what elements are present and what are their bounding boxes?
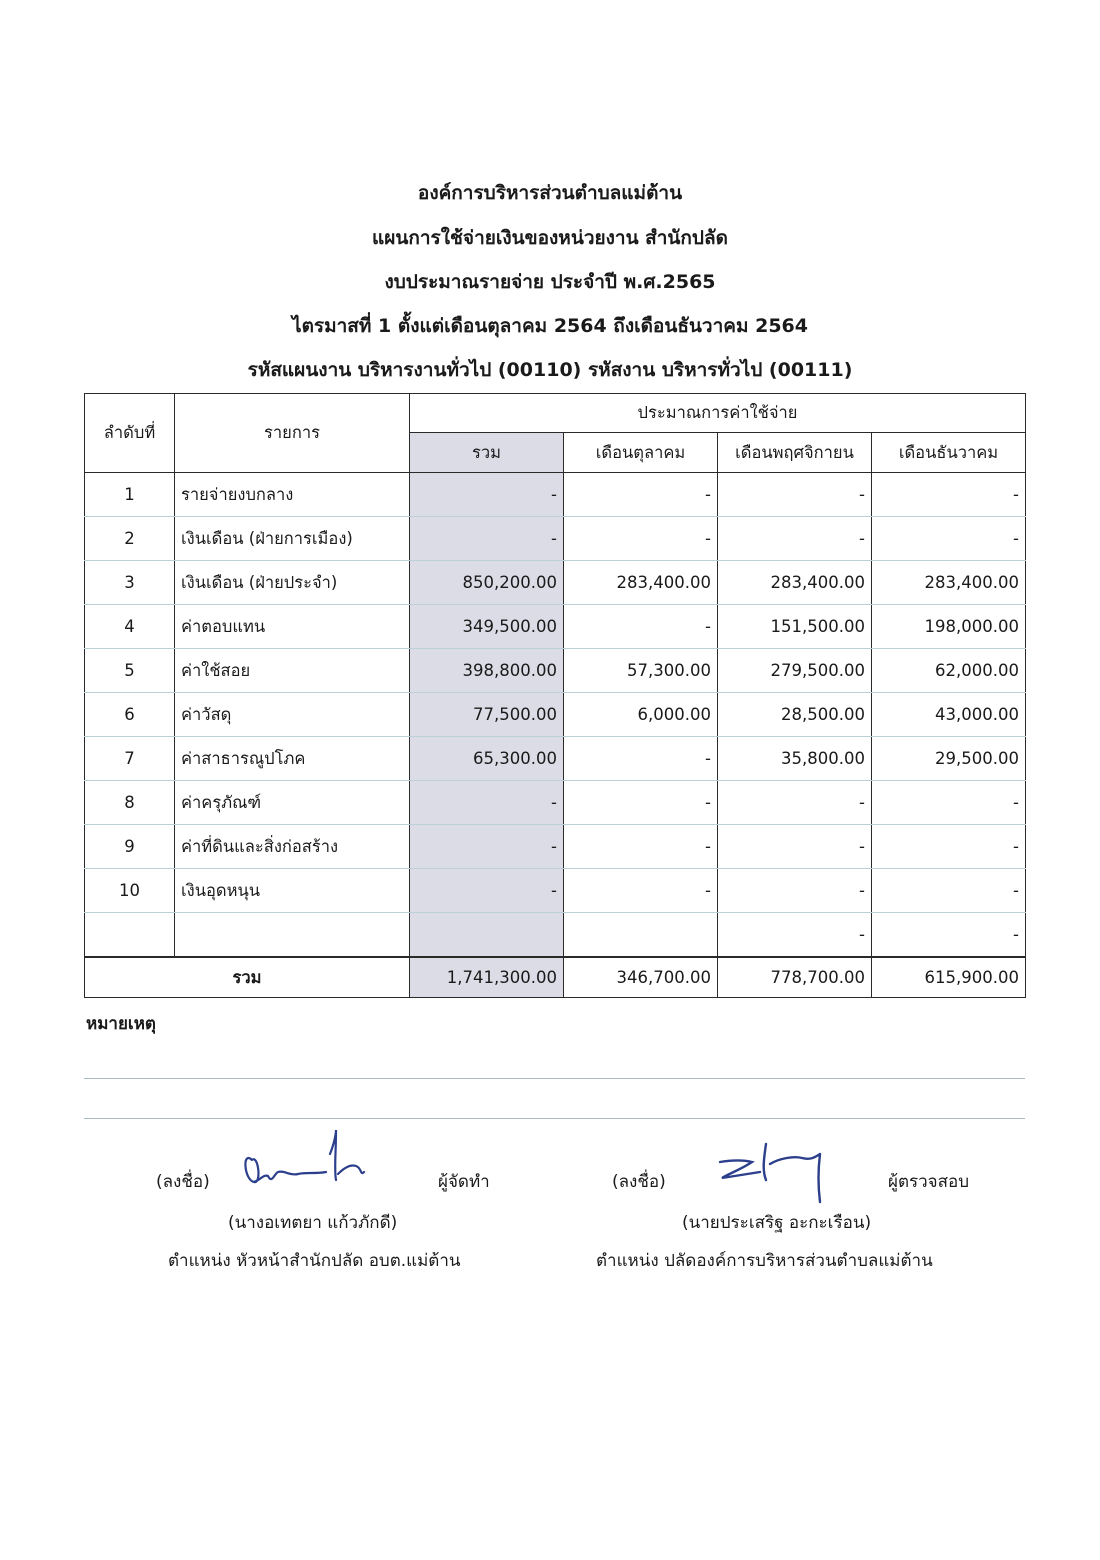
cell-total: 850,200.00 bbox=[410, 561, 564, 605]
cell-oct: - bbox=[564, 737, 718, 781]
table-row bbox=[85, 473, 1026, 517]
cell-oct: - bbox=[564, 781, 718, 825]
cell-nov: - bbox=[718, 517, 872, 561]
table-row bbox=[85, 693, 1026, 737]
cell-oct: 57,300.00 bbox=[564, 649, 718, 693]
table-row bbox=[85, 825, 1026, 869]
cell-no: 7 bbox=[85, 737, 175, 781]
cell-nov: 35,800.00 bbox=[718, 737, 872, 781]
total-label: รวม bbox=[85, 957, 410, 998]
reviewer-sign-label: (ลงชื่อ) bbox=[612, 1172, 666, 1192]
cell-oct: 283,400.00 bbox=[564, 561, 718, 605]
cell-no: 4 bbox=[85, 605, 175, 649]
cell-no: 3 bbox=[85, 561, 175, 605]
cell-dec: - bbox=[872, 913, 1026, 958]
col-header-group: ประมาณการค่าใช้จ่าย bbox=[410, 394, 1026, 433]
org-title: องค์การบริหารส่วนตำบลแม่ต้าน bbox=[417, 182, 683, 204]
col-header-oct: เดือนตุลาคม bbox=[564, 433, 718, 473]
preparer-signature-stroke bbox=[245, 1130, 364, 1182]
cell-item: เงินอุดหนุน bbox=[175, 869, 410, 913]
budget-table bbox=[84, 393, 1026, 998]
cell-oct: - bbox=[564, 869, 718, 913]
cell-item: ค่าสาธารณูปโภค bbox=[175, 737, 410, 781]
cell-dec: 283,400.00 bbox=[872, 561, 1026, 605]
cell-nov: - bbox=[718, 781, 872, 825]
cell-oct: - bbox=[564, 605, 718, 649]
cell-total: - bbox=[410, 869, 564, 913]
cell-nov: - bbox=[718, 869, 872, 913]
cell-dec: - bbox=[872, 473, 1026, 517]
cell-no: 8 bbox=[85, 781, 175, 825]
cell-item: ค่าครุภัณฑ์ bbox=[175, 781, 410, 825]
plan-title: แผนการใช้จ่ายเงินของหน่วยงาน สำนักปลัด bbox=[372, 227, 728, 249]
cell-no: 2 bbox=[85, 517, 175, 561]
cell-total: - bbox=[410, 825, 564, 869]
cell-nov: - bbox=[718, 473, 872, 517]
table-row bbox=[85, 605, 1026, 649]
table-row bbox=[85, 781, 1026, 825]
preparer-position: ตำแหน่ง หัวหน้าสำนักปลัด อบต.แม่ต้าน bbox=[168, 1251, 461, 1271]
reviewer-name: (นายประเสริฐ อะกะเรือน) bbox=[682, 1213, 872, 1233]
col-header-no: ลำดับที่ bbox=[85, 394, 175, 473]
table-row bbox=[85, 869, 1026, 913]
cell-no: 1 bbox=[85, 473, 175, 517]
cell-nov: - bbox=[718, 825, 872, 869]
table-row bbox=[85, 517, 1026, 561]
cell-oct: - bbox=[564, 825, 718, 869]
col-header-nov: เดือนพฤศจิกายน bbox=[718, 433, 872, 473]
quarter-title: ไตรมาสที่ 1 ตั้งแต่เดือนตุลาคม 2564 ถึงเดือนธันวาคม 2564 bbox=[292, 315, 808, 337]
preparer-role: ผู้จัดทำ bbox=[438, 1172, 490, 1192]
reviewer-signature-stroke bbox=[720, 1144, 820, 1202]
cell-nov: 28,500.00 bbox=[718, 693, 872, 737]
cell-item: เงินเดือน (ฝ่ายประจำ) bbox=[175, 561, 410, 605]
cell-nov: 279,500.00 bbox=[718, 649, 872, 693]
cell-oct: 6,000.00 bbox=[564, 693, 718, 737]
cell-total: - bbox=[410, 781, 564, 825]
cell-oct: - bbox=[564, 517, 718, 561]
cell-total bbox=[410, 913, 564, 958]
table-row bbox=[85, 913, 1026, 958]
budget-title: งบประมาณรายจ่าย ประจำปี พ.ศ.2565 bbox=[384, 271, 716, 293]
table-row bbox=[85, 649, 1026, 693]
reviewer-position: ตำแหน่ง ปลัดองค์การบริหารส่วนตำบลแม่ต้าน bbox=[596, 1251, 933, 1271]
preparer-sign-label: (ลงชื่อ) bbox=[156, 1172, 210, 1192]
total-nov: 778,700.00 bbox=[718, 957, 872, 998]
codes-title: รหัสแผนงาน บริหารงานทั่วไป (00110) รหัสงาน บริหารทั่วไป (00111) bbox=[247, 359, 853, 381]
col-header-total: รวม bbox=[410, 433, 564, 473]
preparer-signature-mark bbox=[238, 1124, 378, 1194]
cell-dec: - bbox=[872, 781, 1026, 825]
cell-total: - bbox=[410, 517, 564, 561]
total-oct: 346,700.00 bbox=[564, 957, 718, 998]
cell-item: ค่าใช้สอย bbox=[175, 649, 410, 693]
cell-item: ค่าวัสดุ bbox=[175, 693, 410, 737]
remarks-line-2 bbox=[84, 1118, 1025, 1119]
table-header-row bbox=[85, 394, 1026, 433]
preparer-name: (นางอเทตยา แก้วภักดี) bbox=[228, 1213, 398, 1233]
col-header-item: รายการ bbox=[175, 394, 410, 473]
cell-nov: - bbox=[718, 913, 872, 958]
table-row bbox=[85, 561, 1026, 605]
reviewer-role: ผู้ตรวจสอบ bbox=[888, 1172, 970, 1192]
cell-item: ค่าตอบแทน bbox=[175, 605, 410, 649]
cell-dec: 62,000.00 bbox=[872, 649, 1026, 693]
cell-nov: 151,500.00 bbox=[718, 605, 872, 649]
cell-item: ค่าที่ดินและสิ่งก่อสร้าง bbox=[175, 825, 410, 869]
cell-no: 9 bbox=[85, 825, 175, 869]
cell-dec: 198,000.00 bbox=[872, 605, 1026, 649]
cell-item bbox=[175, 913, 410, 958]
cell-oct bbox=[564, 913, 718, 958]
cell-total: - bbox=[410, 473, 564, 517]
remarks-label: หมายเหตุ bbox=[86, 1014, 156, 1034]
cell-no: 10 bbox=[85, 869, 175, 913]
cell-dec: - bbox=[872, 869, 1026, 913]
cell-total: 77,500.00 bbox=[410, 693, 564, 737]
cell-no: 6 bbox=[85, 693, 175, 737]
table-body bbox=[85, 473, 1026, 958]
total-dec: 615,900.00 bbox=[872, 957, 1026, 998]
cell-total: 398,800.00 bbox=[410, 649, 564, 693]
reviewer-signature-mark bbox=[714, 1140, 844, 1210]
cell-no: 5 bbox=[85, 649, 175, 693]
cell-item: เงินเดือน (ฝ่ายการเมือง) bbox=[175, 517, 410, 561]
cell-total: 349,500.00 bbox=[410, 605, 564, 649]
cell-item: รายจ่ายงบกลาง bbox=[175, 473, 410, 517]
cell-dec: 29,500.00 bbox=[872, 737, 1026, 781]
cell-dec: - bbox=[872, 825, 1026, 869]
cell-dec: 43,000.00 bbox=[872, 693, 1026, 737]
cell-nov: 283,400.00 bbox=[718, 561, 872, 605]
remarks-line-1 bbox=[84, 1078, 1025, 1079]
cell-oct: - bbox=[564, 473, 718, 517]
col-header-dec: เดือนธันวาคม bbox=[872, 433, 1026, 473]
total-row bbox=[85, 957, 1026, 998]
cell-no bbox=[85, 913, 175, 958]
total-sum: 1,741,300.00 bbox=[410, 957, 564, 998]
cell-total: 65,300.00 bbox=[410, 737, 564, 781]
table-row bbox=[85, 737, 1026, 781]
cell-dec: - bbox=[872, 517, 1026, 561]
